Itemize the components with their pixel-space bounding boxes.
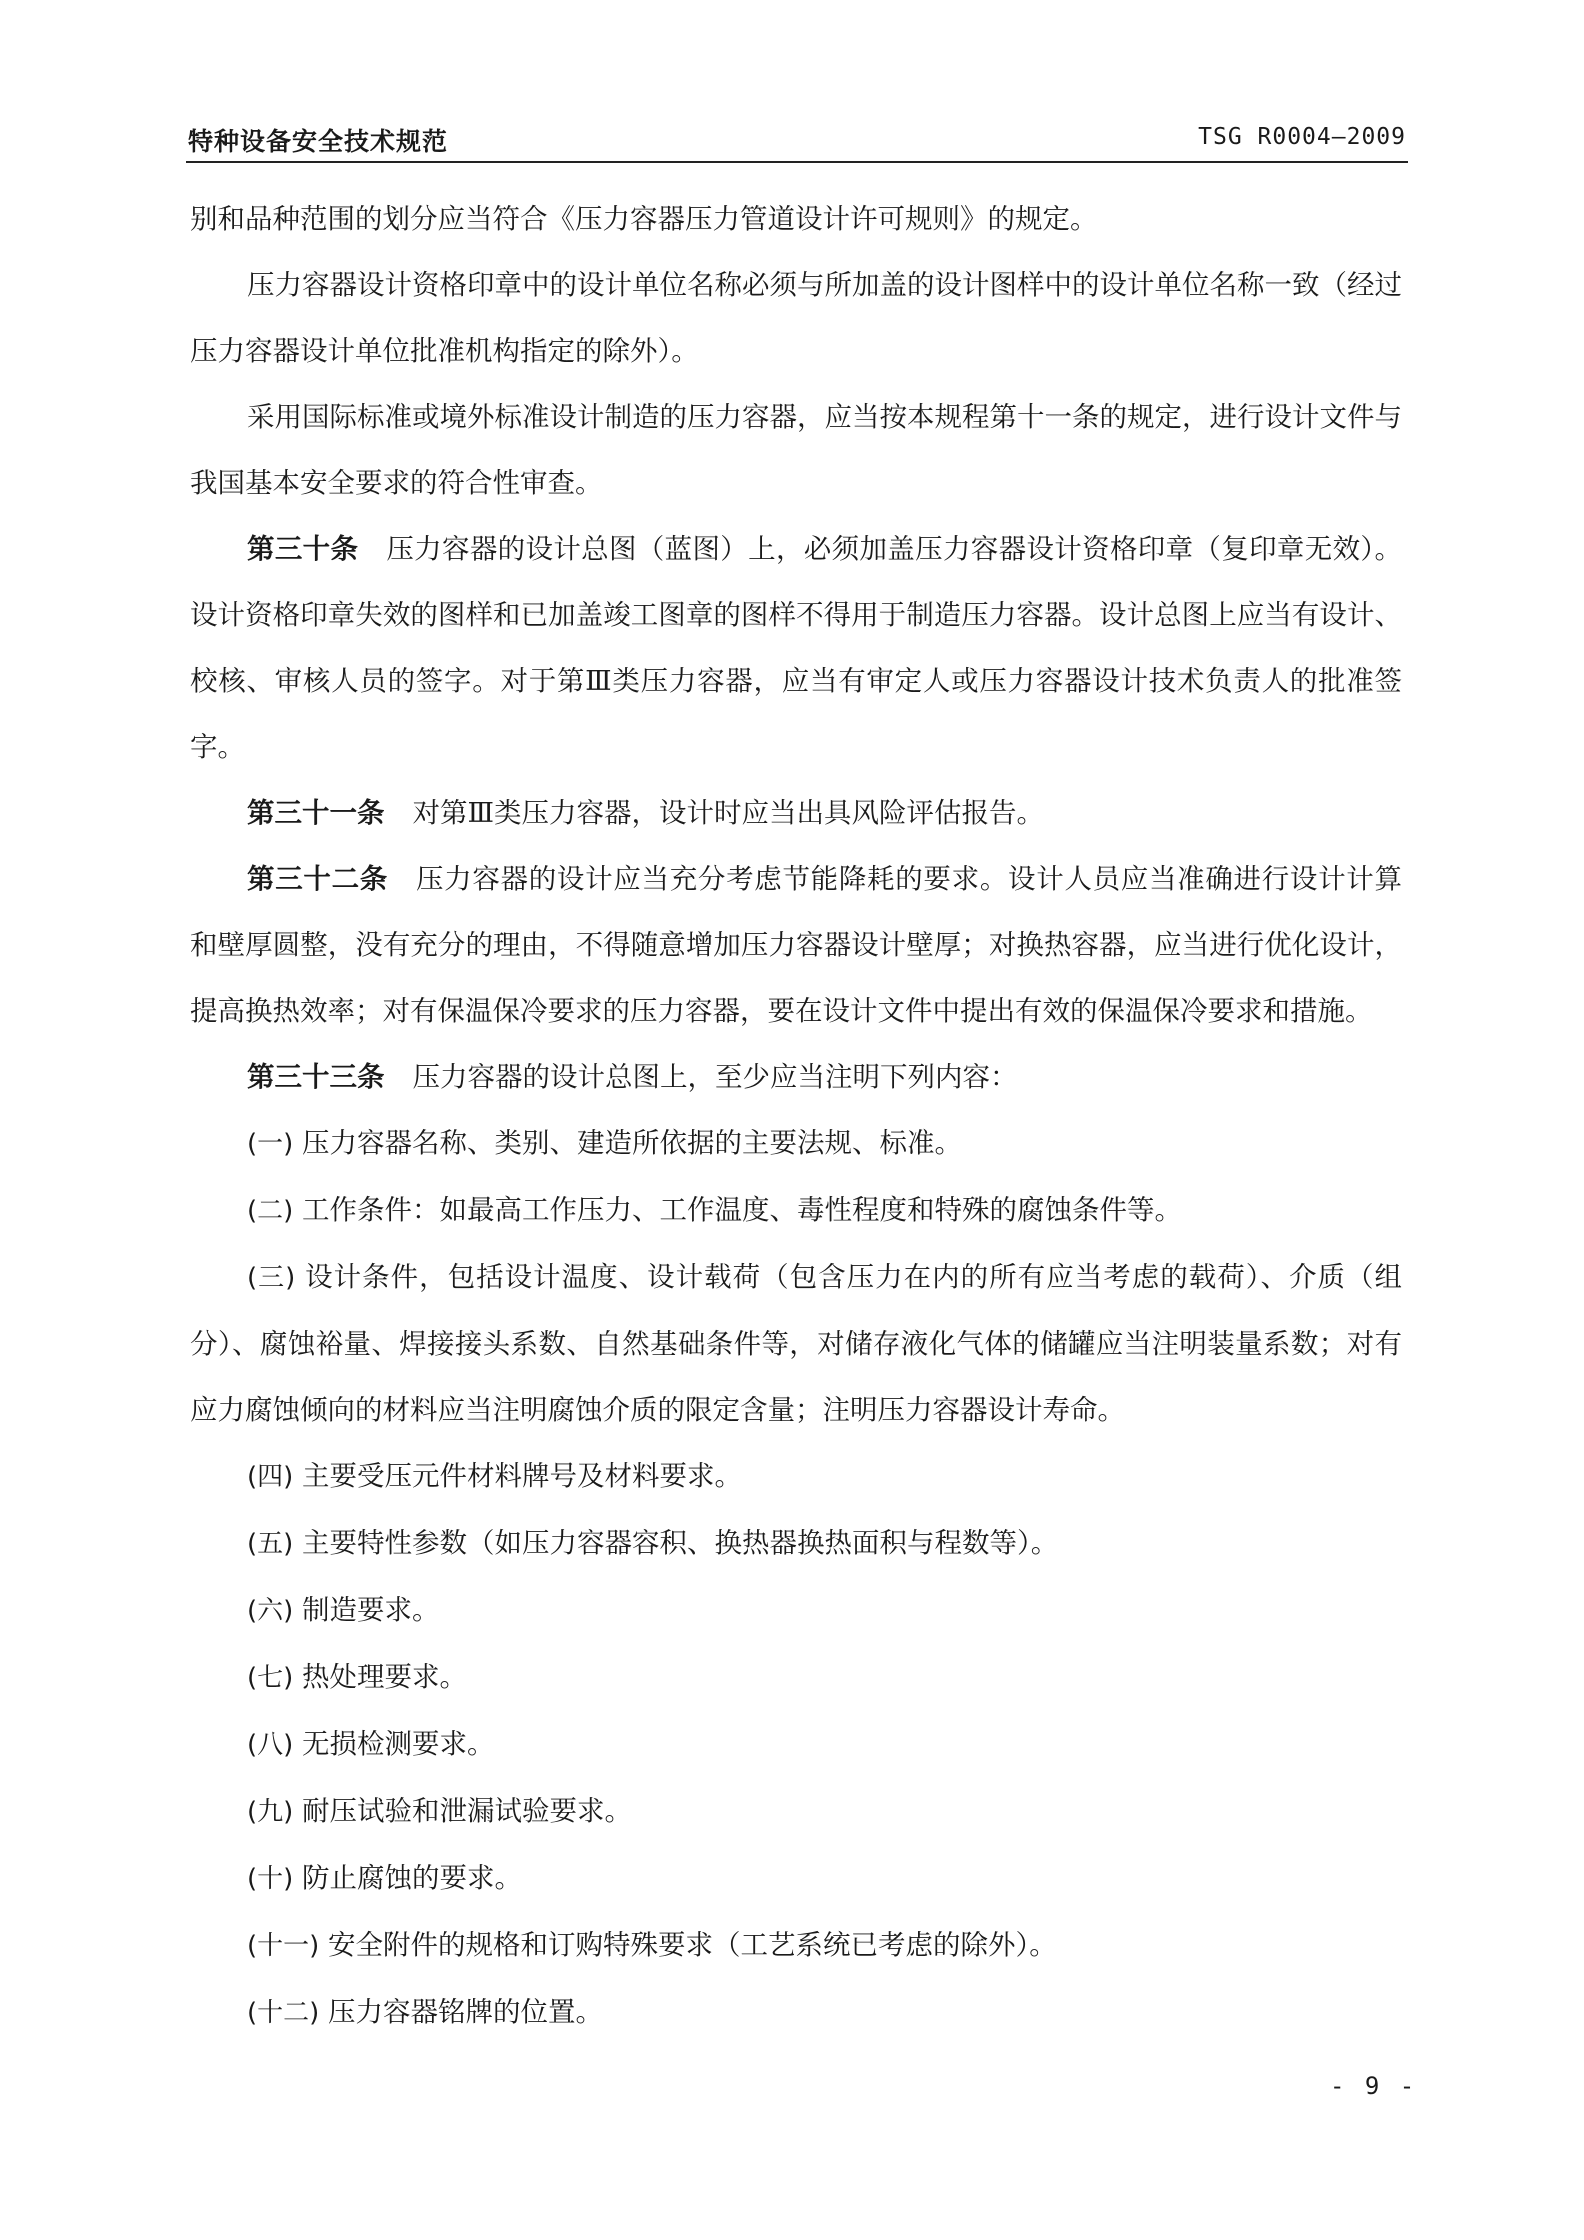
list-item-number: (九) [247,1797,294,1827]
list-item-number: (六) [247,1596,294,1626]
list-item-number: (十二) [247,1998,320,2028]
article-33-text: 压力容器的设计总图上，至少应当注明下列内容： [412,1061,1018,1093]
list-item-number: (八) [247,1730,294,1760]
page-header [188,118,1406,162]
list-item [190,1110,1402,1177]
list-item-text: 安全附件的规格和订购特殊要求（工艺系统已考虑的除外）。 [328,1929,1057,1961]
article-30-heading: 第三十条 [247,533,359,565]
article-32-text: 压力容器的设计应当充分考虑节能降耗的要求。设计人员应当准确进行设计计算和壁厚圆整，没有充分的理由，不得随意增加压力容器设计壁厚；对换热容器，应当进行优化设计，提高换热效率；对有保温保冷要求的压力容器，要在设计文件中提出有效的保温保冷要求和措施。 [190,863,1403,1027]
list-item [190,1177,1402,1244]
header-document-code: TSG R0004—2009 [1198,124,1406,150]
list-item-number: (五) [247,1529,294,1559]
list-item-number: (一) [247,1129,294,1159]
list-item [190,1510,1402,1577]
header-divider [186,161,1408,163]
page-body [190,186,1402,2046]
article-31 [190,780,1402,846]
paragraph-seal-name: 压力容器设计资格印章中的设计单位名称必须与所加盖的设计图样中的设计单位名称一致（经过压力容器设计单位批准机构指定的除外）。 [190,269,1402,367]
header-title: 特种设备安全技术规范 [188,127,449,156]
list-item [190,1443,1402,1510]
list-item-text: 设计条件，包括设计温度、设计载荷（包含压力在内的所有应当考虑的载荷）、介质（组分）、腐蚀裕量、焊接接头系数、自然基础条件等，对储存液化气体的储罐应当注明装量系数；对有应力腐蚀倾向的材料应当注明腐蚀介质的限定含量；注明压力容器设计寿命。 [190,1261,1402,1426]
list-item-text: 主要受压元件材料牌号及材料要求。 [302,1460,743,1492]
list-item-number: (十) [247,1864,294,1894]
list-item-text: 工作条件：如最高工作压力、工作温度、毒性程度和特殊的腐蚀条件等。 [302,1194,1183,1226]
article-31-heading: 第三十一条 [247,797,385,829]
list-item-text: 耐压试验和泄漏试验要求。 [302,1795,633,1827]
article-32 [190,846,1402,1044]
list-item [190,1845,1402,1912]
article-30-text: 压力容器的设计总图（蓝图）上，必须加盖压力容器设计资格印章（复印章无效）。设计资格印章失效的图样和已加盖竣工图章的图样不得用于制造压力容器。设计总图上应当有设计、校核、审核人员的签字。对于第Ⅲ类压力容器，应当有审定人或压力容器设计技术负责人的批准签字。 [190,533,1402,763]
list-item [190,1979,1402,2046]
list-item-text: 热处理要求。 [302,1661,468,1693]
list-item-text: 制造要求。 [302,1594,440,1626]
page-number: - 9 - [1330,2072,1418,2100]
list-item [190,1577,1402,1644]
article-32-heading: 第三十二条 [247,863,388,895]
list-item-number: (四) [247,1462,294,1492]
list-item [190,1912,1402,1979]
list-item-number: (三) [247,1263,296,1293]
article-33-heading: 第三十三条 [247,1061,385,1093]
list-item [190,1644,1402,1711]
article-30 [190,516,1402,780]
list-item-text: 压力容器名称、类别、建造所依据的主要法规、标准。 [302,1127,963,1159]
list-item-text: 无损检测要求。 [302,1728,495,1760]
list-item-text: 主要特性参数（如压力容器容积、换热器换热面积与程数等）。 [302,1527,1059,1559]
list-item-text: 压力容器铭牌的位置。 [328,1996,604,2028]
paragraph-international-standard: 采用国际标准或境外标准设计制造的压力容器，应当按本规程第十一条的规定，进行设计文件与我国基本安全要求的符合性审查。 [190,401,1402,499]
article-33 [190,1044,1402,1110]
list-item [190,1711,1402,1778]
list-item-number: (七) [247,1663,294,1693]
list-item-number: (二) [247,1196,294,1226]
article-31-text: 对第Ⅲ类压力容器，设计时应当出具风险评估报告。 [412,797,1045,829]
list-item [190,1778,1402,1845]
list-item-number: (十一) [247,1931,320,1961]
list-item [190,1244,1402,1443]
list-item-text: 防止腐蚀的要求。 [302,1862,523,1894]
paragraph-continuation: 别和品种范围的划分应当符合《压力容器压力管道设计许可规则》的规定。 [190,203,1098,235]
